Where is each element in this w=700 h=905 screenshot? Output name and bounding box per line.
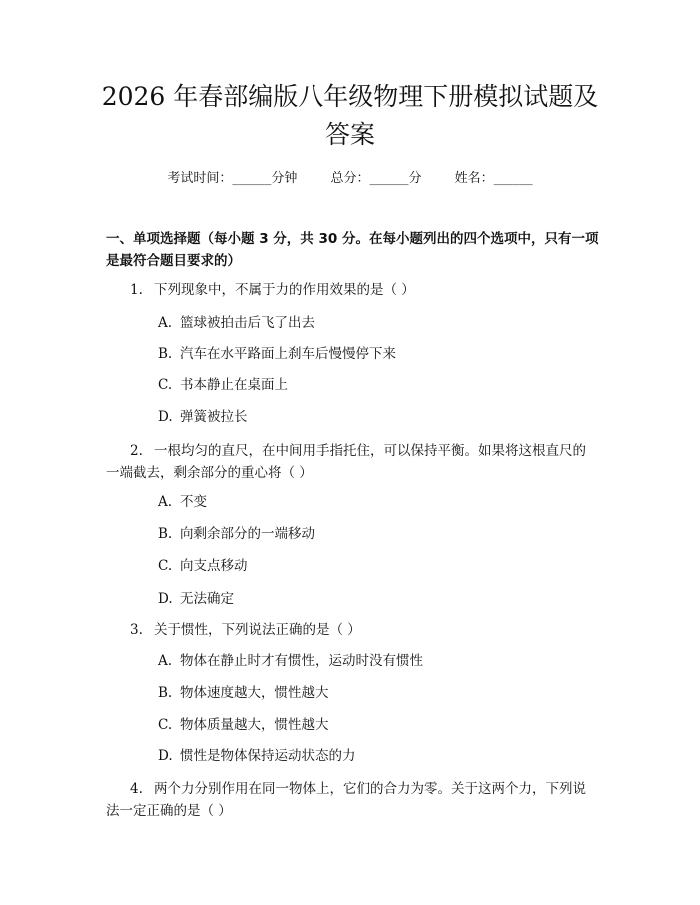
option-1d [158,407,598,427]
exam-title-line2: 答案 [324,120,375,149]
section-heading [106,228,606,272]
exam-title [60,78,640,154]
question-text-line2: 法一定正确的是（ ） [106,803,232,819]
option-text: 向剩余部分的一端移动 [180,526,315,542]
option-2b [158,524,598,544]
question-3 [106,619,602,641]
option-2c [158,556,598,576]
option-3c [158,715,598,735]
score-unit: 分 [408,171,422,186]
question-text-line2: 一端截去，剩余部分的重心将（ ） [106,465,313,481]
option-text: 篮球被拍击后飞了出去 [180,315,315,331]
option-1c [158,375,598,395]
option-text: 不变 [180,494,207,510]
option-letter: D. [158,748,173,764]
option-letter: B. [158,685,173,701]
section-heading-line1: 一、单项选择题（每小题 3 分，共 30 分。在每小题列出的四个选项中，只有一项 [106,231,599,247]
option-text: 汽车在水平路面上刹车后慢慢停下来 [180,346,396,362]
question-number: 4. [130,781,143,797]
option-3d [158,746,598,766]
question-2 [106,440,602,484]
option-1b [158,344,598,364]
option-1a [158,313,598,333]
score-blank: ______ [369,171,409,186]
time-unit: 分钟 [271,171,298,186]
question-number: 3. [130,622,143,638]
name-blank: ______ [493,171,533,186]
exam-title-line1: 2026 年春部编版八年级物理下册模拟试题及 [101,82,599,111]
option-text: 向支点移动 [180,558,248,574]
option-3b [158,683,598,703]
option-letter: D. [158,591,173,607]
option-letter: A. [158,494,173,510]
option-letter: C. [158,377,173,393]
option-text: 惯性是物体保持运动状态的力 [180,748,356,764]
option-text: 无法确定 [180,591,234,607]
question-number: 2. [130,443,143,459]
option-2a [158,492,598,512]
option-text: 弹簧被拉长 [180,409,248,425]
time-blank: ______ [232,171,272,186]
name-label: 姓名： [454,171,494,186]
option-text: 物体质量越大，惯性越大 [180,717,329,733]
option-letter: C. [158,717,173,733]
option-3a [158,651,598,671]
option-letter: C. [158,558,173,574]
question-text-line1: 两个力分别作用在同一物体上，它们的合力为零。关于这两个力，下列说 [154,781,586,797]
section-heading-line2: 是最符合题目要求的） [106,253,241,269]
score-label: 总分： [330,171,370,186]
exam-meta [0,170,700,188]
option-letter: B. [158,526,173,542]
option-letter: A. [158,315,173,331]
question-text: 下列现象中，不属于力的作用效果的是（ ） [154,282,415,298]
option-text: 物体在静止时才有惯性，运动时没有惯性 [180,653,423,669]
option-2d [158,589,598,609]
question-1 [106,279,602,301]
option-text: 书本静止在桌面上 [180,377,288,393]
option-text: 物体速度越大，惯性越大 [180,685,329,701]
option-letter: B. [158,346,173,362]
option-letter: A. [158,653,173,669]
question-number: 1. [130,282,143,298]
question-text: 关于惯性，下列说法正确的是（ ） [154,622,361,638]
option-letter: D. [158,409,173,425]
question-text-line1: 一根均匀的直尺，在中间用手指托住，可以保持平衡。如果将这根直尺的 [154,443,586,459]
time-label: 考试时间： [167,171,233,186]
question-4 [106,778,602,822]
